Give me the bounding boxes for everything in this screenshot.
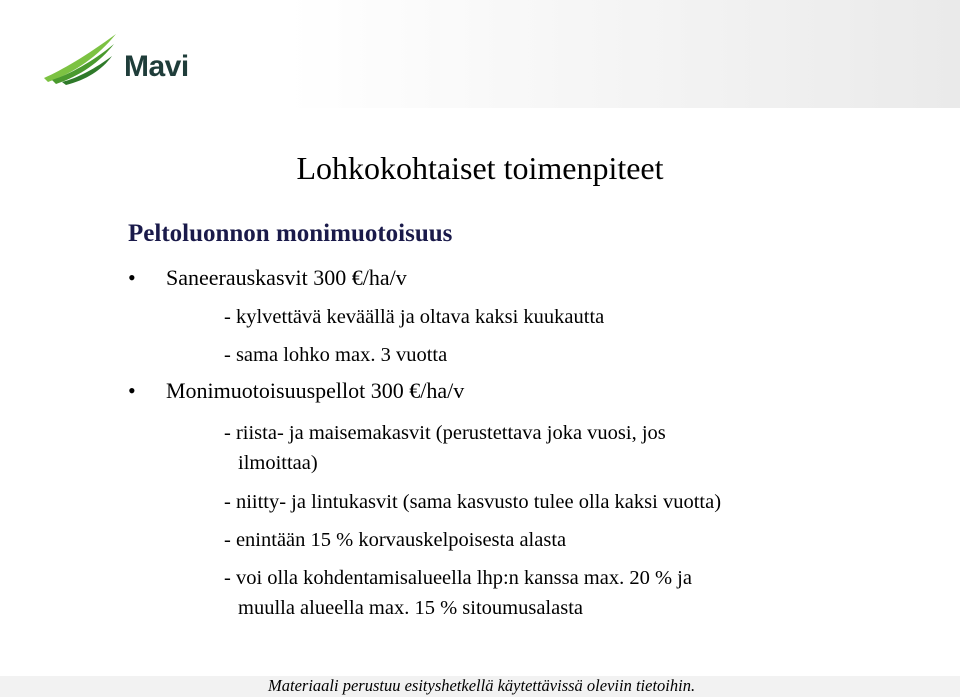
sub-item-line: - voi olla kohdentamisalueella lhp:n kanssa max. 20 % ja bbox=[224, 567, 692, 589]
sub-item-continuation: ilmoittaa) bbox=[238, 452, 318, 474]
bullet-dot-icon: • bbox=[128, 378, 136, 403]
bullet-label: Monimuotoisuuspellot 300 €/ha/v bbox=[166, 378, 465, 403]
sub-item: - niitty- ja lintukasvit (sama kasvusto tulee olla kaksi vuotta) bbox=[224, 491, 722, 513]
footer-band bbox=[0, 676, 960, 697]
sub-item bbox=[224, 418, 864, 478]
sub-item bbox=[224, 563, 864, 623]
sub-item: - kylvettävä keväällä ja oltava kaksi kuukautta bbox=[224, 306, 605, 328]
sub-item: - sama lohko max. 3 vuotta bbox=[224, 344, 448, 366]
bullet-label: Saneerauskasvit 300 €/ha/v bbox=[166, 265, 407, 290]
logo-text: Mavi bbox=[124, 50, 189, 83]
bullet-dot-icon: • bbox=[128, 265, 136, 290]
footer-note: Materiaali perustuu esityshetkellä käytettävissä oleviin tietoihin. bbox=[268, 676, 696, 695]
sub-item: - enintään 15 % korvauskelpoisesta alasta bbox=[224, 529, 567, 551]
section-heading: Peltoluonnon monimuotoisuus bbox=[128, 220, 453, 247]
mavi-leaf-logo-icon bbox=[42, 30, 122, 86]
page-title: Lohkokohtaiset toimenpiteet bbox=[296, 150, 664, 186]
sub-item-continuation: muulla alueella max. 15 % sitoumusalasta bbox=[238, 597, 583, 619]
sub-item-line: - riista- ja maisemakasvit (perustettava joka vuosi, jos bbox=[224, 422, 666, 444]
mavi-logo bbox=[42, 30, 202, 86]
